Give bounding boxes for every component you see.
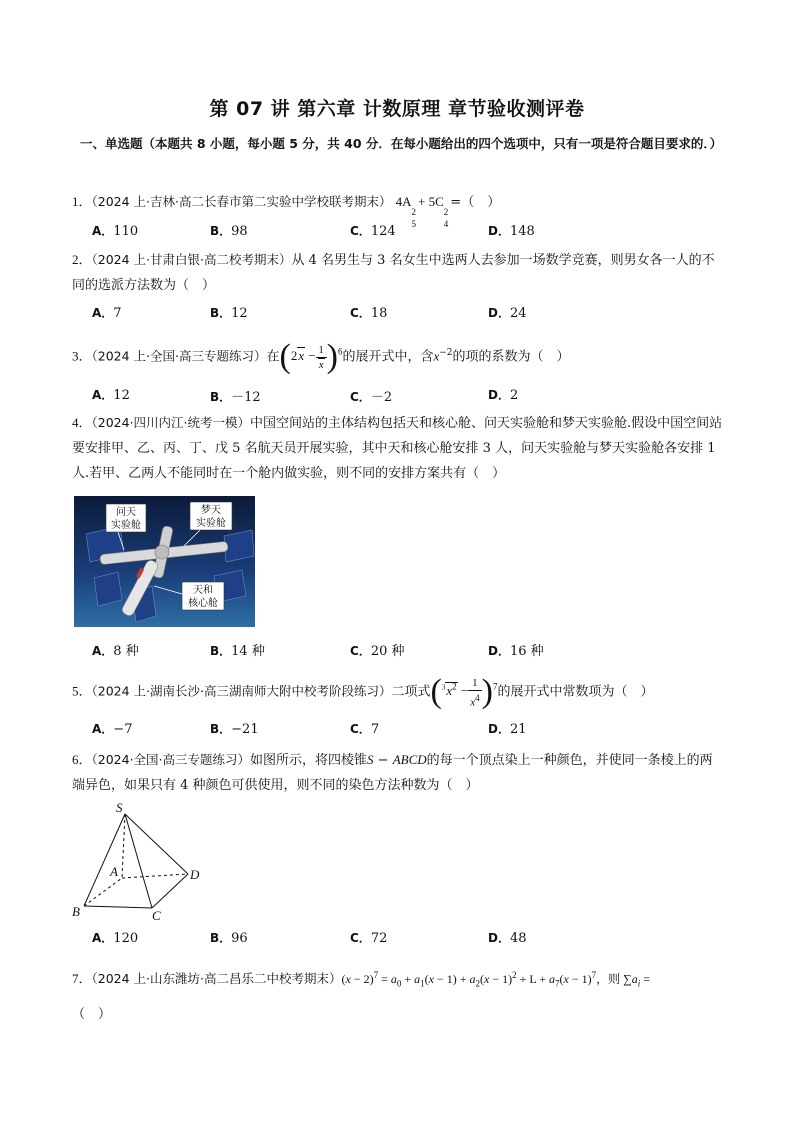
option-b[interactable]: B．－12	[210, 390, 261, 405]
option-a[interactable]: A．120	[92, 931, 139, 946]
option-b[interactable]: B．12	[210, 306, 248, 321]
question-text: 在	[266, 349, 280, 365]
math-expression: ($^3x^2$ − $\frac{1}{x^4}$ )$^7$	[430, 673, 498, 711]
option-c[interactable]: C．－2	[350, 390, 393, 405]
question-1	[72, 189, 724, 229]
math-expression: $(x - 2)^7 = a_0 + a_1(x - 1) + a_2(x - 1)^2 + L + a_7(x - 1)^7$，则 $\sum a_i$ =	[341, 970, 650, 989]
question-6: 6．（2024·全国·高三专题练习）如图所示，将四棱锥S − ABCD的每一个顶点染上一种颜色，并使同一条棱上的两端异色，如果只有 4 种颜色可供使用，则不同的染色方法种数为（ ）	[72, 752, 713, 793]
option-b[interactable]: B．98	[210, 224, 248, 239]
question-source: （2024 上·湖南长沙·高三湖南师大附中校考阶段练习）	[91, 683, 392, 699]
svg-text:梦天: 梦天	[201, 505, 221, 516]
vertex-c-label: C	[152, 908, 161, 922]
option-d[interactable]: D．21	[488, 722, 527, 737]
svg-text:问天: 问天	[116, 507, 136, 518]
option-d[interactable]: D．48	[488, 931, 527, 946]
options-3	[92, 386, 712, 408]
option-b[interactable]: B．14 种	[210, 644, 265, 659]
options-6	[92, 929, 712, 951]
vertex-a-label: A	[110, 864, 118, 879]
options-5	[92, 720, 712, 742]
question-text: （ ）	[72, 1007, 112, 1022]
svg-text:核心舱: 核心舱	[188, 598, 218, 609]
question-3: 3．（2024 上·全国·高三专题练习）在(2x − $\frac{1}{x}$ )$^6$的展开式中，含$x^{-2}$的项的系数为（ ）	[72, 338, 570, 376]
option-d[interactable]: D．16 种	[488, 644, 544, 659]
svg-text:实验舱: 实验舱	[196, 518, 226, 529]
svg-text:实验舱: 实验舱	[111, 520, 141, 531]
question-4	[72, 410, 724, 486]
question-number: 7．	[72, 971, 92, 986]
pyramid-figure	[70, 800, 215, 922]
option-d[interactable]: D．2	[488, 388, 519, 403]
question-text: 从 4 名男生与 3 名女生中选两人去参加一场数学竞赛，则男女各一人的不同的选派方法数为（ ）	[72, 253, 715, 293]
options-2	[92, 304, 712, 326]
question-7	[72, 963, 732, 996]
question-source: （2024 上·山东潍坊·高二昌乐二中校考期末）	[91, 971, 342, 986]
question-source: （2024 上·甘肃白银·高二校考期末）	[91, 252, 292, 267]
math-expression: (2x − $\frac{1}{x}$ )$^6$	[279, 338, 343, 376]
math-expression: 4A 2 5 + 5C 2 4	[395, 194, 449, 229]
question-text: 二项式	[391, 684, 431, 700]
option-a[interactable]: A．−7	[92, 722, 133, 737]
option-d[interactable]: D．24	[488, 306, 527, 321]
option-a[interactable]: A．8 种	[92, 644, 139, 659]
vertex-d-label: D	[190, 867, 200, 882]
page-title: 第 07 讲 第六章 计数原理 章节验收测评卷	[209, 98, 585, 120]
question-number: 2．	[72, 252, 92, 267]
question-text: 如图所示，将四棱锥	[250, 753, 368, 768]
question-text: =（ ）	[450, 195, 501, 210]
option-a[interactable]: A．12	[92, 388, 130, 403]
svg-text:天和: 天和	[193, 585, 213, 596]
question-2	[72, 247, 724, 298]
question-number: 1．	[72, 194, 92, 209]
vertex-s-label: S	[116, 800, 123, 815]
question-number: 4．	[72, 415, 92, 430]
option-c[interactable]: C．20 种	[350, 644, 405, 659]
question-number: 6．	[72, 752, 92, 767]
question-number: 3．	[72, 348, 92, 364]
question-number: 5．	[72, 683, 92, 699]
option-c[interactable]: C．124	[350, 224, 396, 239]
question-source: （2024 上·全国·高三专题练习）	[91, 348, 267, 364]
section-heading: 一、单选题（本题共 8 小题，每小题 5 分，共 40 分．在每小题给出的四个选项中，只有一项是符合题目要求的．）	[80, 136, 723, 151]
option-a[interactable]: A．7	[92, 306, 122, 321]
question-5: 5．（2024 上·湖南长沙·高三湖南师大附中校考阶段练习）二项式($^3x^2$ − $\frac{1}{x^4}$ )$^7$的展开式中常数项为（ ）	[72, 673, 654, 711]
options-4	[92, 640, 712, 662]
option-c[interactable]: C．18	[350, 306, 388, 321]
option-a[interactable]: A．110	[92, 224, 139, 239]
option-b[interactable]: B．−21	[210, 722, 259, 737]
options-1	[92, 222, 712, 244]
question-source: （2024 上·吉林·高二长春市第二实验中学校联考期末）	[91, 194, 392, 209]
vertex-b-label: B	[72, 904, 80, 919]
question-7-continuation	[72, 1002, 724, 1027]
option-c[interactable]: C．72	[350, 931, 388, 946]
space-station-photo	[74, 496, 255, 627]
option-c[interactable]: C．7	[350, 722, 380, 737]
question-text: 中国空间站的主体结构包括天和核心舱、问天实验舱和梦天实验舱.假设中国空间站要安排甲、乙、丙、丁、戊 5 名航天员开展实验，其中天和核心舱安排 3 人，问天实验舱与梦天实验舱各安排 1 人.若甲、乙两人不能同时在一个舱内做实验，则不同的安排方案共有（ ）	[72, 416, 723, 481]
option-d[interactable]: D．148	[488, 224, 535, 239]
question-source: （2024·全国·高三专题练习）	[91, 752, 251, 767]
question-source: （2024·四川内江·统考一模）	[91, 415, 251, 430]
option-b[interactable]: B．96	[210, 931, 248, 946]
